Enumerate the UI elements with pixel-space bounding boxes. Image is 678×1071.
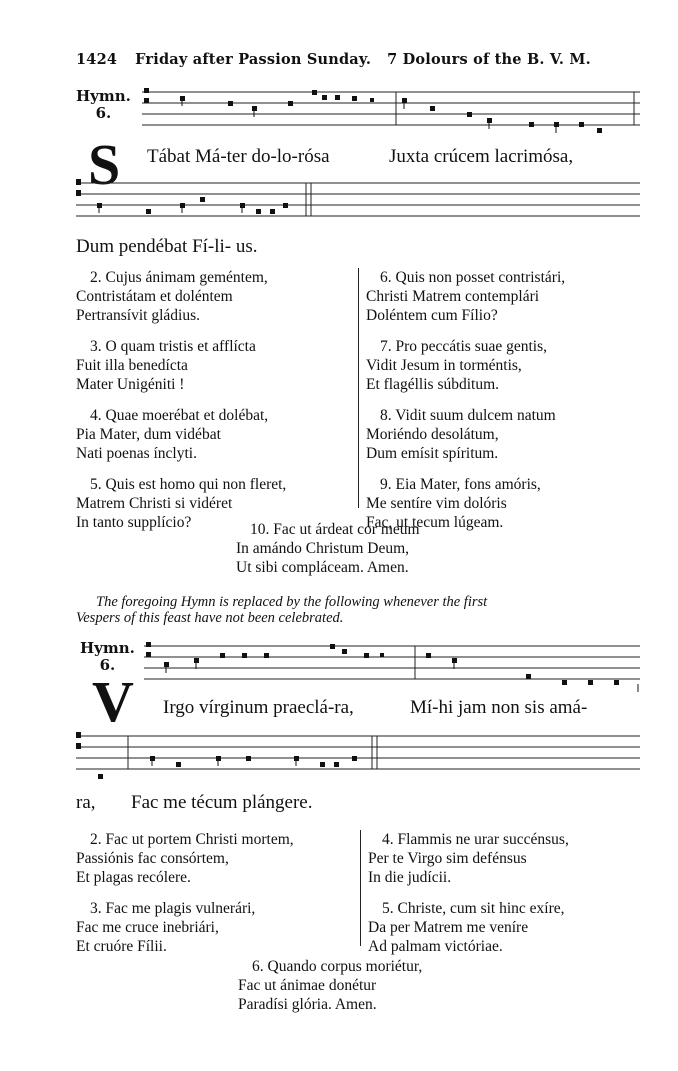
hymn2-mode: 6. [99,656,116,674]
hymn2-lyric-2b: Fac me técum plángere. [131,792,313,813]
verse-line: Fac me cruce inebriári, [76,919,219,936]
page-number: 1424 [76,51,118,68]
verse-line: Passiónis fac consórtem, [76,850,229,867]
rubric-line-1: The foregoing Hymn is replaced by the following whenever the first [96,594,488,610]
verse-line: 5. Christe, cum sit hinc exíre, [382,900,565,917]
verse-line: In die judícii. [368,869,452,886]
verse-line: Fac, ut tecum lúgeam. [366,514,504,531]
hymn2-lyric-1b: Mí-hi jam non sis amá- [410,697,588,718]
hymn2-staff-1 [144,640,640,696]
hymn1-staff-2 [76,175,640,225]
verse-line: 3. Fac me plagis vulnerári, [90,900,256,917]
rubric-line-2: Vespers of this feast have not been celebrated. [76,610,344,626]
verse-line: Per te Virgo sim defénsus [368,850,527,867]
hymn1-lyric-1a: Tábat Má-ter do-lo-rósa [147,146,330,167]
hymn2-lyric-1a: Irgo vírginum praeclá-ra, [163,697,354,718]
verse-line: 5. Quis est homo qui non fleret, [90,476,287,493]
stanza [76,268,286,325]
verse-line: Contristátam et doléntem [76,288,233,305]
verse-line: Paradísi glória. Amen. [238,996,377,1013]
verse-line: Dum emísit spíritum. [366,445,499,462]
verse-line: Ad palmam victóriae. [368,938,503,955]
verse-line: 4. Flammis ne urar succénsus, [382,831,569,848]
column-divider [358,268,359,508]
verse-line: Ut sibi compláceam. Amen. [236,559,409,576]
verse-line: 8. Vidit suum dulcem natum [380,407,556,424]
hymn1-lyric-1b: Juxta crúcem lacrimósa, [389,146,574,167]
stanza [366,337,565,394]
verse-line: In amándo Christum Deum, [236,540,410,557]
verse-line: Mater Unigéniti ! [76,376,185,393]
verse-line: 7. Pro peccátis suae gentis, [380,338,548,355]
verse-line: Et plagas recólere. [76,869,191,886]
hymn2-final-stanza [238,957,422,1014]
hymn1-staff-1 [142,86,640,138]
verse-line: 6. Quis non posset contristári, [380,269,566,286]
verse-line: Me sentíre vim dolóris [366,495,507,512]
hymn2-staff-2 [76,728,640,784]
verse-line: Pertransívit gládius. [76,307,200,324]
verse-line: 4. Quae moerébat et dolébat, [90,407,269,424]
column-divider [360,830,361,946]
stanza [366,406,565,463]
hymn1-initial: S [88,132,121,197]
hymn1-label [76,88,131,122]
verse-line: 9. Eia Mater, fons amóris, [380,476,541,493]
page-title: Friday after Passion Sunday. [135,51,372,68]
verse-line: 10. Fac ut árdeat cor meum [250,521,420,538]
verse-line: 2. Fac ut portem Christi mortem, [90,831,294,848]
stanza [368,899,569,956]
verse-line: Et flagéllis súbditum. [366,376,500,393]
verse-line: Christi Matrem contemplári [366,288,540,305]
verse-line: Fuit illa benedícta [76,357,188,374]
verse-line: 3. O quam tristis et afflícta [90,338,256,355]
hymn2-lyric-2a: ra, [76,792,96,813]
verse-line: Matrem Christi si vidéret [76,495,233,512]
verse-line: 2. Cujus ánimam geméntem, [90,269,268,286]
stanza [76,899,294,956]
verse-line: Et cruóre Fílii. [76,938,167,955]
hymn1-left-stanzas [76,268,286,532]
hymn1-final-stanza [236,520,420,577]
stanza [366,268,565,325]
running-head [76,51,591,68]
hymn1-right-stanzas [366,268,565,532]
verse-line: Pia Mater, dum vidébat [76,426,221,443]
hymn1-label-text: Hymn. [76,87,131,105]
verse-line: Fac ut ánimae donétur [238,977,377,994]
hymn2-right-stanzas [368,830,569,956]
stanza [368,830,569,887]
verse-line: Da per Matrem me veníre [368,919,529,936]
verse-line: In tanto supplício? [76,514,192,531]
feast-title: 7 Dolours of the B. V. M. [387,51,591,68]
hymn1-lyric-2: Dum pendébat Fí-li- us. [76,236,258,257]
verse-line: 6. Quando corpus moriétur, [252,958,423,975]
verse-line: Vidit Jesum in torméntis, [366,357,522,374]
hymn2-initial: V [92,669,134,734]
stanza [76,406,286,463]
hymn1-mode: 6. [95,104,112,122]
verse-line: Moriéndo desolátum, [366,426,499,443]
stanza [76,830,294,887]
stanza [76,337,286,394]
hymn2-left-stanzas [76,830,294,956]
verse-line: Doléntem cum Fílio? [366,307,498,324]
hymn2-label-text: Hymn. [80,639,135,657]
verse-line: Nati poenas ínclyti. [76,445,197,462]
